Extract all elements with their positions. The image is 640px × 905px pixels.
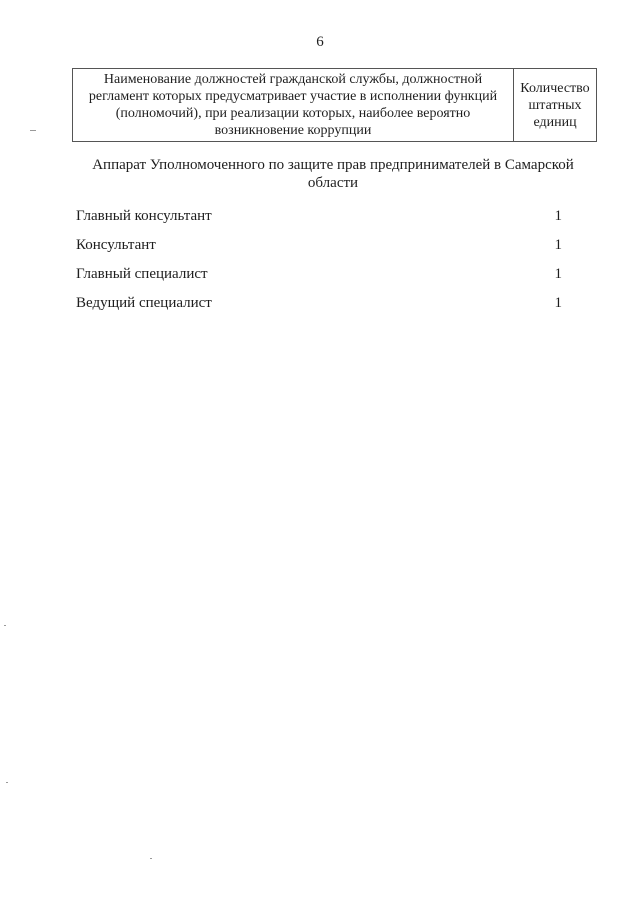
scan-speck [30,130,36,131]
scan-speck [4,625,6,626]
header-row [73,69,597,142]
section-title: Аппарат Уполномоченного по защите прав предпринимателей в Самарской области [92,157,574,191]
position-row [76,260,562,289]
page-number: 6 [316,34,324,50]
position-name: Главный специалист [76,266,208,282]
header-table [72,68,597,142]
position-count: 1 [554,266,562,282]
position-name: Консультант [76,237,156,253]
position-count: 1 [554,208,562,224]
position-row [76,289,562,318]
position-count: 1 [554,237,562,253]
scan-speck [150,858,152,859]
scan-speck [6,782,8,783]
positions-list [76,202,562,318]
position-name: Главный консультант [76,208,212,224]
position-name: Ведущий специалист [76,295,212,311]
position-row [76,202,562,231]
position-count: 1 [554,295,562,311]
header-name-cell: Наименование должностей гражданской службы, должностной регламент которых предусматривает участие в исполнении функций (полномочий), при реализации которых, наиболее вероятно возникновение коррупции [73,69,514,142]
position-row [76,231,562,260]
header-count-cell: Количество штатных единиц [514,69,597,142]
